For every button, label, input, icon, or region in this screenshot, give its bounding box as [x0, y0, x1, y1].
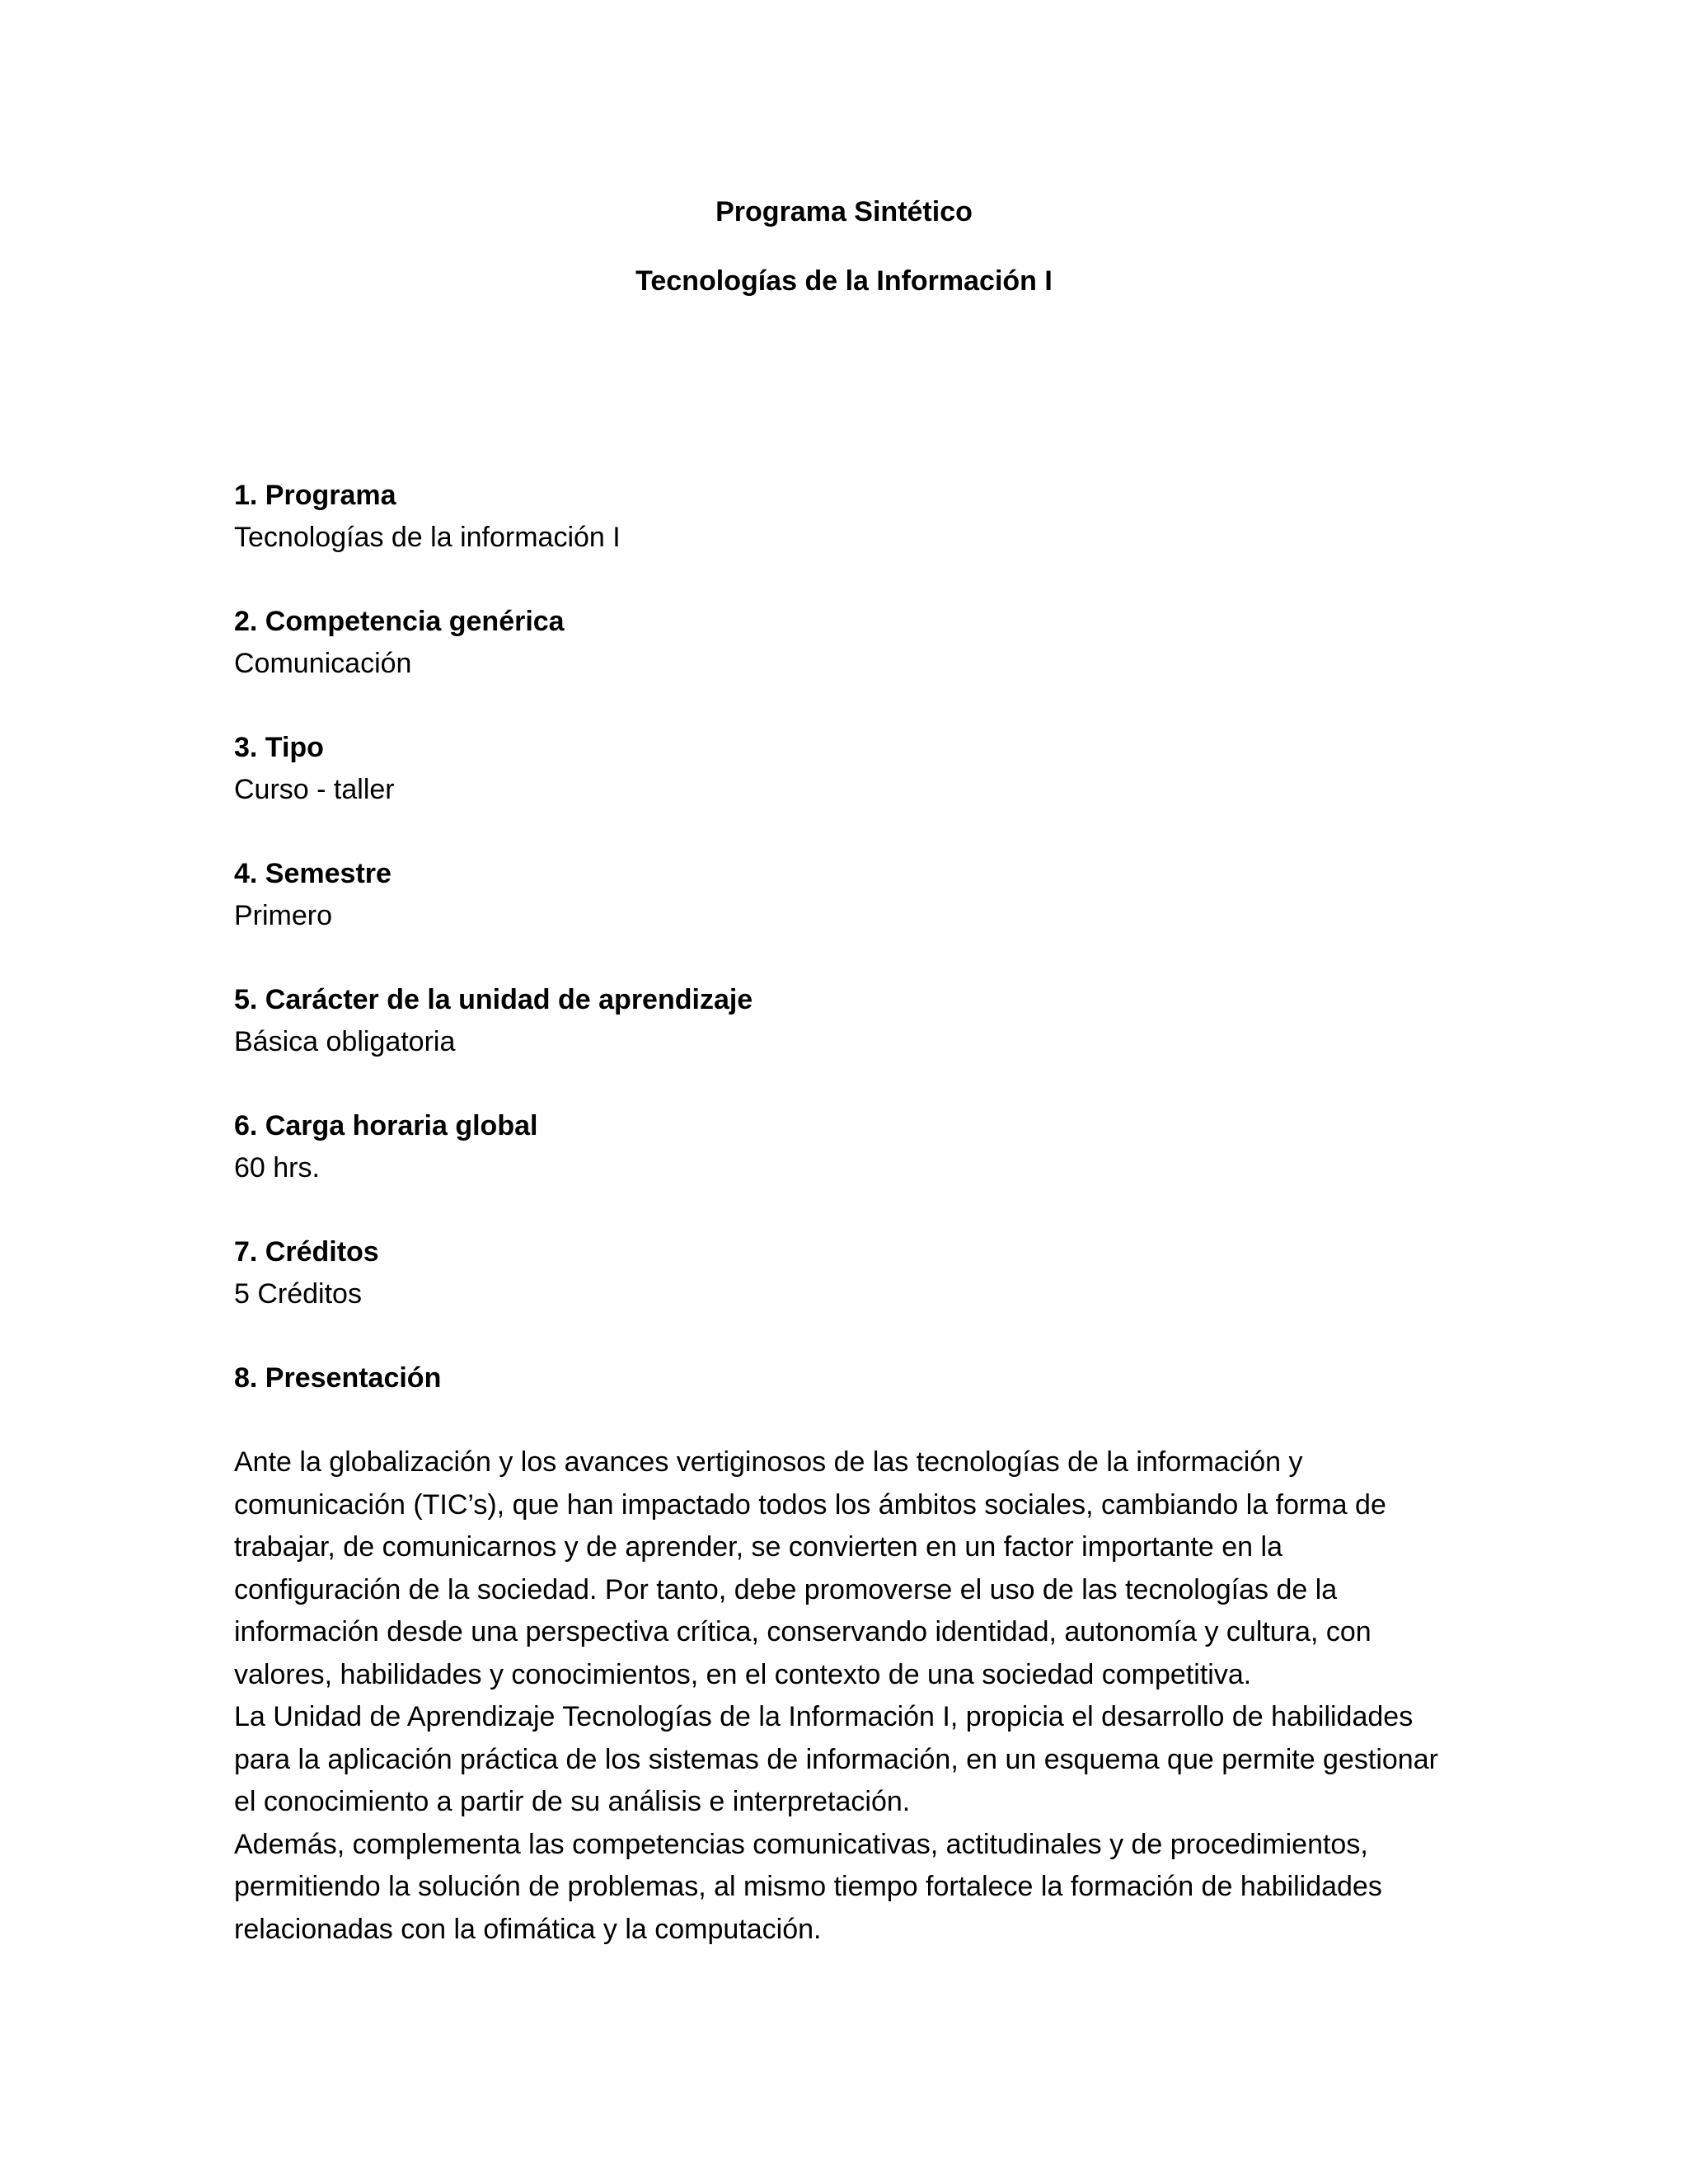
section-heading: 7. Créditos [234, 1236, 379, 1268]
section-carga-horaria [234, 1105, 1470, 1189]
text-line: trabajar, de comunicarnos y de aprender, se convierten en un factor importante en la [234, 1531, 1282, 1563]
document-title: Programa Sintético [715, 196, 973, 227]
section-value: Comunicación [234, 648, 412, 679]
text-line: para la aplicación práctica de los sistemas de información, en un esquema que permite gestionar [234, 1743, 1438, 1775]
text-line: configuración de la sociedad. Por tanto, debe promoverse el uso de las tecnologías de la [234, 1573, 1338, 1605]
section-creditos [234, 1231, 1470, 1315]
section-value: Curso - taller [234, 774, 395, 805]
section-heading: 5. Carácter de la unidad de aprendizaje [234, 984, 753, 1015]
section-value: 5 Créditos [234, 1278, 362, 1310]
section-heading: 2. Competencia genérica [234, 606, 565, 637]
section-competencia [234, 601, 1470, 685]
section-presentacion [234, 1357, 1470, 1951]
text-line: permitiendo la solución de problemas, al mismo tiempo fortalece la formación de habilidades [234, 1871, 1382, 1902]
section-heading: 1. Programa [234, 480, 396, 511]
section-heading: 4. Semestre [234, 858, 392, 889]
document-subtitle: Tecnologías de la Información I [635, 265, 1053, 297]
section-programa [234, 475, 1470, 559]
section-heading: 8. Presentación [234, 1362, 442, 1394]
text-line: relacionadas con la ofimática y la computación. [234, 1913, 822, 1945]
section-value: Básica obligatoria [234, 1026, 456, 1057]
section-value: Tecnologías de la información I [234, 522, 621, 553]
text-line: Además, complementa las competencias comunicativas, actitudinales y de procedimientos, [234, 1828, 1368, 1860]
presentation-text [234, 1441, 1470, 1951]
text-line: comunicación (TIC’s), que han impactado todos los ámbitos sociales, cambiando la forma de [234, 1488, 1386, 1521]
section-semestre [234, 853, 1470, 937]
section-value: 60 hrs. [234, 1152, 320, 1183]
text-line: valores, habilidades y conocimientos, en el contexto de una sociedad competitiva. [234, 1658, 1252, 1690]
section-heading: 6. Carga horaria global [234, 1110, 538, 1141]
section-caracter [234, 979, 1470, 1063]
text-line: el conocimiento a partir de su análisis e interpretación. [234, 1786, 911, 1817]
section-tipo [234, 727, 1470, 811]
document-body [234, 475, 1470, 1951]
section-value: Primero [234, 900, 333, 931]
text-line: información desde una perspectiva crítica, conservando identidad, autonomía y cultura, con [234, 1616, 1372, 1647]
text-line: Ante la globalización y los avances vertiginosos de las tecnologías de la información y [234, 1446, 1303, 1478]
section-heading: 3. Tipo [234, 732, 324, 763]
text-line: La Unidad de Aprendizaje Tecnologías de la Información I, propicia el desarrollo de habilidades [234, 1701, 1414, 1732]
